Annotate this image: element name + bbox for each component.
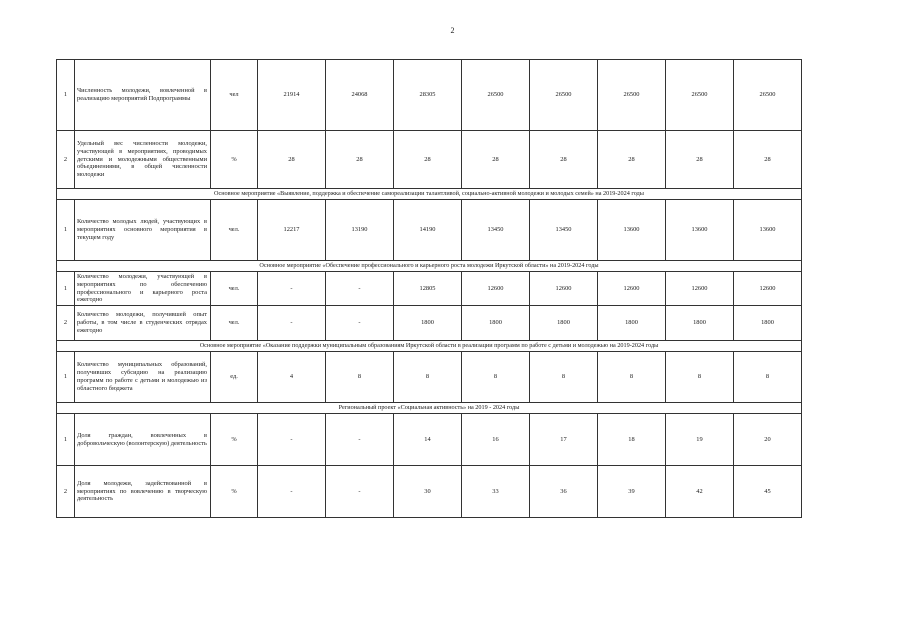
value-cell: 13600 bbox=[666, 200, 734, 261]
table-row bbox=[57, 414, 802, 466]
indicator-name: Доля граждан, вовлеченных в добровольческую (волонтерскую) деятельность bbox=[75, 414, 211, 466]
value-cell: 26500 bbox=[598, 60, 666, 131]
value-cell: 28 bbox=[258, 131, 326, 189]
section-title: Региональный проект «Социальная активность» на 2019 - 2024 годы bbox=[57, 403, 802, 414]
value-cell: 12217 bbox=[258, 200, 326, 261]
value-cell: - bbox=[326, 414, 394, 466]
section-row bbox=[57, 189, 802, 200]
value-cell: 26500 bbox=[462, 60, 530, 131]
indicator-name: Количество молодежи, получившей опыт работы, в том числе в студенческих отрядах ежегодно bbox=[75, 306, 211, 341]
unit-cell: чел. bbox=[211, 272, 258, 306]
indicator-name: Количество муниципальных образований, получивших субсидию на реализацию программ по работе с детьми и молодежью из областного бюджета bbox=[75, 352, 211, 403]
value-cell: 28 bbox=[598, 131, 666, 189]
table-row bbox=[57, 200, 802, 261]
section-title: Основное мероприятие «Выявление, поддержка и обеспечение самореализации талантливой, социально-активной молодежи и молодых семей» на 2019-2024 годы bbox=[57, 189, 802, 200]
table-row bbox=[57, 466, 802, 518]
section-row bbox=[57, 403, 802, 414]
value-cell: 19 bbox=[666, 414, 734, 466]
indicator-name: Количество молодежи, участвующей в мероприятиях по обеспечению профессионального и карьерного роста ежегодно bbox=[75, 272, 211, 306]
value-cell: - bbox=[258, 272, 326, 306]
value-cell: 42 bbox=[666, 466, 734, 518]
value-cell: 28 bbox=[666, 131, 734, 189]
row-number: 1 bbox=[57, 60, 75, 131]
value-cell: 17 bbox=[530, 414, 598, 466]
value-cell: 8 bbox=[530, 352, 598, 403]
value-cell: 21914 bbox=[258, 60, 326, 131]
value-cell: 8 bbox=[734, 352, 802, 403]
value-cell: 12600 bbox=[462, 272, 530, 306]
value-cell: 1800 bbox=[394, 306, 462, 341]
table-row bbox=[57, 272, 802, 306]
indicator-name: Удельный вес численности молодежи, участвующей в мероприятиях, проводимых детскими и молодежными общественными объединениями, в общей численности молодежи bbox=[75, 131, 211, 189]
value-cell: 13190 bbox=[326, 200, 394, 261]
value-cell: 1800 bbox=[462, 306, 530, 341]
value-cell: 24068 bbox=[326, 60, 394, 131]
value-cell: 30 bbox=[394, 466, 462, 518]
value-cell: 20 bbox=[734, 414, 802, 466]
value-cell: 12600 bbox=[734, 272, 802, 306]
value-cell: 8 bbox=[462, 352, 530, 403]
value-cell: - bbox=[258, 306, 326, 341]
unit-cell: чел. bbox=[211, 306, 258, 341]
value-cell: 12805 bbox=[394, 272, 462, 306]
value-cell: - bbox=[326, 306, 394, 341]
page-number: 2 bbox=[450, 26, 455, 35]
value-cell: 1800 bbox=[666, 306, 734, 341]
section-row bbox=[57, 261, 802, 272]
value-cell: 26500 bbox=[734, 60, 802, 131]
section-title: Основное мероприятие «Обеспечение профессионального и карьерного роста молодежи Иркутской области» на 2019-2024 годы bbox=[57, 261, 802, 272]
table-row bbox=[57, 306, 802, 341]
value-cell: - bbox=[258, 414, 326, 466]
section-title: Основное мероприятие «Оказание поддержки муниципальным образованиям Иркутской области в реализации программ по работе с детьми и молодежью на 2019-2024 годы bbox=[57, 341, 802, 352]
value-cell: 12600 bbox=[666, 272, 734, 306]
indicator-name: Численность молодежи, вовлеченной в реализацию мероприятий Подпрограммы bbox=[75, 60, 211, 131]
value-cell: 8 bbox=[598, 352, 666, 403]
value-cell: 12600 bbox=[598, 272, 666, 306]
value-cell: 13450 bbox=[462, 200, 530, 261]
value-cell: - bbox=[258, 466, 326, 518]
unit-cell: чел bbox=[211, 60, 258, 131]
value-cell: 1800 bbox=[530, 306, 598, 341]
value-cell: 26500 bbox=[666, 60, 734, 131]
value-cell: 28 bbox=[326, 131, 394, 189]
value-cell: 28 bbox=[394, 131, 462, 189]
row-number: 1 bbox=[57, 352, 75, 403]
value-cell: 45 bbox=[734, 466, 802, 518]
row-number: 2 bbox=[57, 306, 75, 341]
value-cell: 14190 bbox=[394, 200, 462, 261]
indicator-name: Количество молодых людей, участвующих в мероприятиях основного мероприятия в текущем году bbox=[75, 200, 211, 261]
row-number: 1 bbox=[57, 272, 75, 306]
value-cell: 33 bbox=[462, 466, 530, 518]
row-number: 2 bbox=[57, 466, 75, 518]
table-row bbox=[57, 352, 802, 403]
value-cell: 1800 bbox=[734, 306, 802, 341]
unit-cell: % bbox=[211, 466, 258, 518]
value-cell: 28 bbox=[462, 131, 530, 189]
value-cell: 13600 bbox=[598, 200, 666, 261]
value-cell: 8 bbox=[666, 352, 734, 403]
value-cell: 14 bbox=[394, 414, 462, 466]
indicator-name: Доля молодежи, задействованной в мероприятиях по вовлечению в творческую деятельность bbox=[75, 466, 211, 518]
value-cell: 16 bbox=[462, 414, 530, 466]
value-cell: 1800 bbox=[598, 306, 666, 341]
section-row bbox=[57, 341, 802, 352]
value-cell: 8 bbox=[326, 352, 394, 403]
value-cell: 18 bbox=[598, 414, 666, 466]
value-cell: 28305 bbox=[394, 60, 462, 131]
value-cell: 13600 bbox=[734, 200, 802, 261]
value-cell: 36 bbox=[530, 466, 598, 518]
value-cell: 4 bbox=[258, 352, 326, 403]
table-row bbox=[57, 60, 802, 131]
value-cell: 39 bbox=[598, 466, 666, 518]
value-cell: 28 bbox=[734, 131, 802, 189]
unit-cell: % bbox=[211, 414, 258, 466]
row-number: 1 bbox=[57, 414, 75, 466]
value-cell: 26500 bbox=[530, 60, 598, 131]
value-cell: 28 bbox=[530, 131, 598, 189]
value-cell: 13450 bbox=[530, 200, 598, 261]
value-cell: - bbox=[326, 466, 394, 518]
row-number: 1 bbox=[57, 200, 75, 261]
indicators-table bbox=[56, 59, 802, 518]
row-number: 2 bbox=[57, 131, 75, 189]
unit-cell: % bbox=[211, 131, 258, 189]
value-cell: - bbox=[326, 272, 394, 306]
table-row bbox=[57, 131, 802, 189]
value-cell: 12600 bbox=[530, 272, 598, 306]
table-body bbox=[57, 60, 802, 518]
value-cell: 8 bbox=[394, 352, 462, 403]
unit-cell: чел. bbox=[211, 200, 258, 261]
unit-cell: ед. bbox=[211, 352, 258, 403]
